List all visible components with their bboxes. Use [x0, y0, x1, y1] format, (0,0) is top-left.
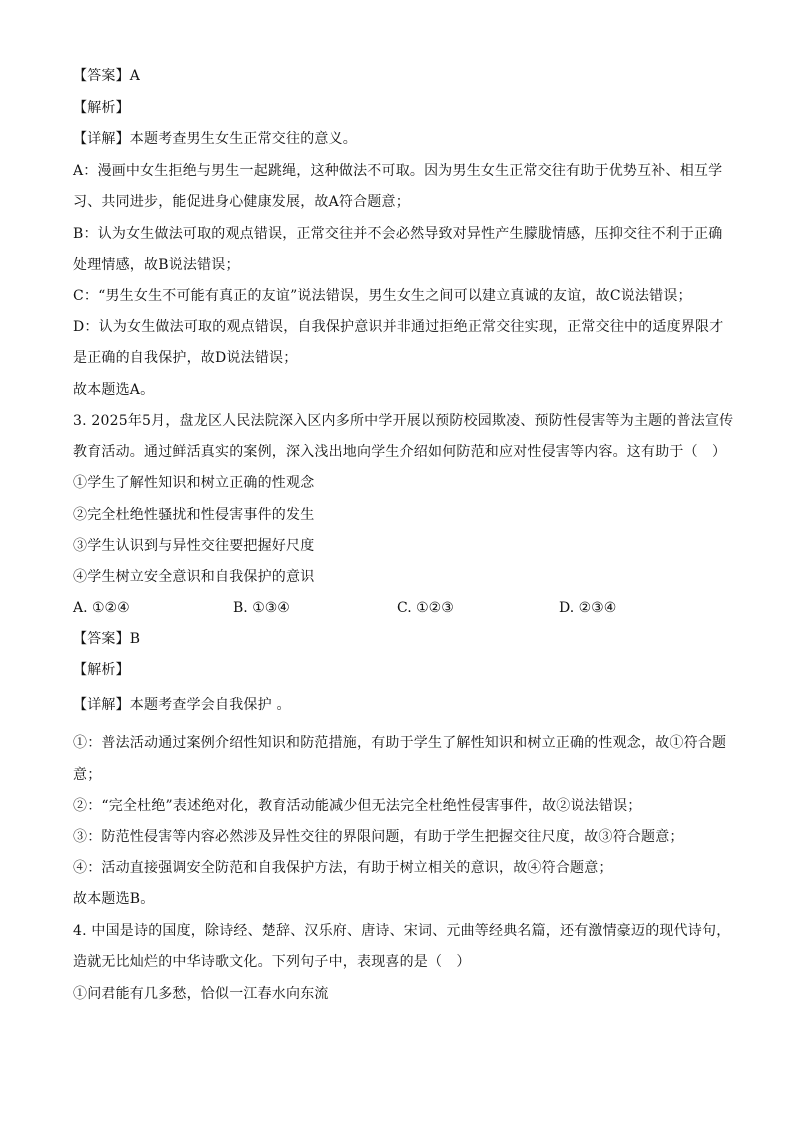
explanation-line: B：认为女生做法可取的观点错误，正常交往并不会必然导致对异性产生朦胧情感，压抑交往不利于正确 [73, 226, 723, 242]
question-stem: 4. 中国是诗的国度，除诗经、楚辞、汉乐府、唐诗、宋词、元曲等经典名篇，还有激情豪迈的现代诗句， [73, 923, 731, 939]
explanation-line: ①：普法活动通过案例介绍性知识和防范措施，有助于学生了解性知识和树立正确的性观念，故①符合题 [73, 735, 727, 751]
option-a: A. ①②④ [73, 600, 130, 616]
analysis-label: 【解析】 [73, 100, 130, 116]
detail-heading: 【详解】本题考查学会自我保护 。 [73, 697, 291, 713]
explanation-line: D：认为女生做法可取的观点错误，自我保护意识并非通过拒绝正常交往实现，正常交往中的适度界限才 [73, 319, 724, 335]
option-b: B. ①③④ [233, 600, 290, 616]
statement-item: ②完全杜绝性骚扰和性侵害事件的发生 [73, 507, 315, 523]
question-stem: 教育活动。通过鲜活真实的案例，深入浅出地向学生介绍如何防范和应对性侵害等内容。这有助于（ ） [73, 444, 727, 460]
option-d: D. ②③④ [559, 600, 617, 616]
statement-item: ①学生了解性知识和树立正确的性观念 [73, 475, 315, 491]
answer-label: 【答案】A [73, 68, 141, 84]
explanation-line: 处理情感，故B说法错误； [73, 257, 240, 273]
explanation-line: 意； [73, 767, 102, 783]
option-c: C. ①②③ [397, 600, 454, 616]
answer-label: 【答案】B [73, 631, 141, 647]
statement-item: ③学生认识到与异性交往要把握好尺度 [73, 538, 315, 554]
detail-heading: 【详解】本题考查男生女生正常交往的意义。 [73, 131, 357, 147]
question-stem: 3. 2025年5月，盘龙区人民法院深入区内多所中学开展以预防校园欺凌、预防性侵害等为主题的普法宣传 [73, 413, 734, 429]
conclusion-line: 故本题选B。 [73, 891, 155, 907]
statement-item: ①问君能有几多愁，恰似一江春水向东流 [73, 986, 329, 1002]
explanation-line: ②：“完全杜绝”表述绝对化，教育活动能减少但无法完全杜绝性侵害事件，故②说法错误； [73, 798, 642, 814]
explanation-line: 习、共同进步，能促进身心健康发展，故A符合题意； [73, 194, 410, 210]
explanation-line: 是正确的自我保护，故D说法错误； [73, 350, 298, 366]
conclusion-line: 故本题选A。 [73, 382, 155, 398]
explanation-line: ③：防范性侵害等内容必然涉及异性交往的界限问题，有助于学生把握交往尺度，故③符合题意； [73, 829, 684, 845]
explanation-line: A：漫画中女生拒绝与男生一起跳绳，这种做法不可取。因为男生女生正常交往有助于优势互补、相互学 [73, 163, 723, 179]
statement-item: ④学生树立安全意识和自我保护的意识 [73, 569, 315, 585]
explanation-line: ④：活动直接强调安全防范和自我保护方法，有助于树立相关的意识，故④符合题意； [73, 860, 613, 876]
explanation-line: C：“男生女生不可能有真正的友谊”说法错误，男生女生之间可以建立真诚的友谊，故C说法错误； [73, 288, 692, 304]
analysis-label: 【解析】 [73, 662, 130, 678]
question-stem: 造就无比灿烂的中华诗歌文化。下列句子中，表现喜的是（ ） [73, 954, 471, 970]
